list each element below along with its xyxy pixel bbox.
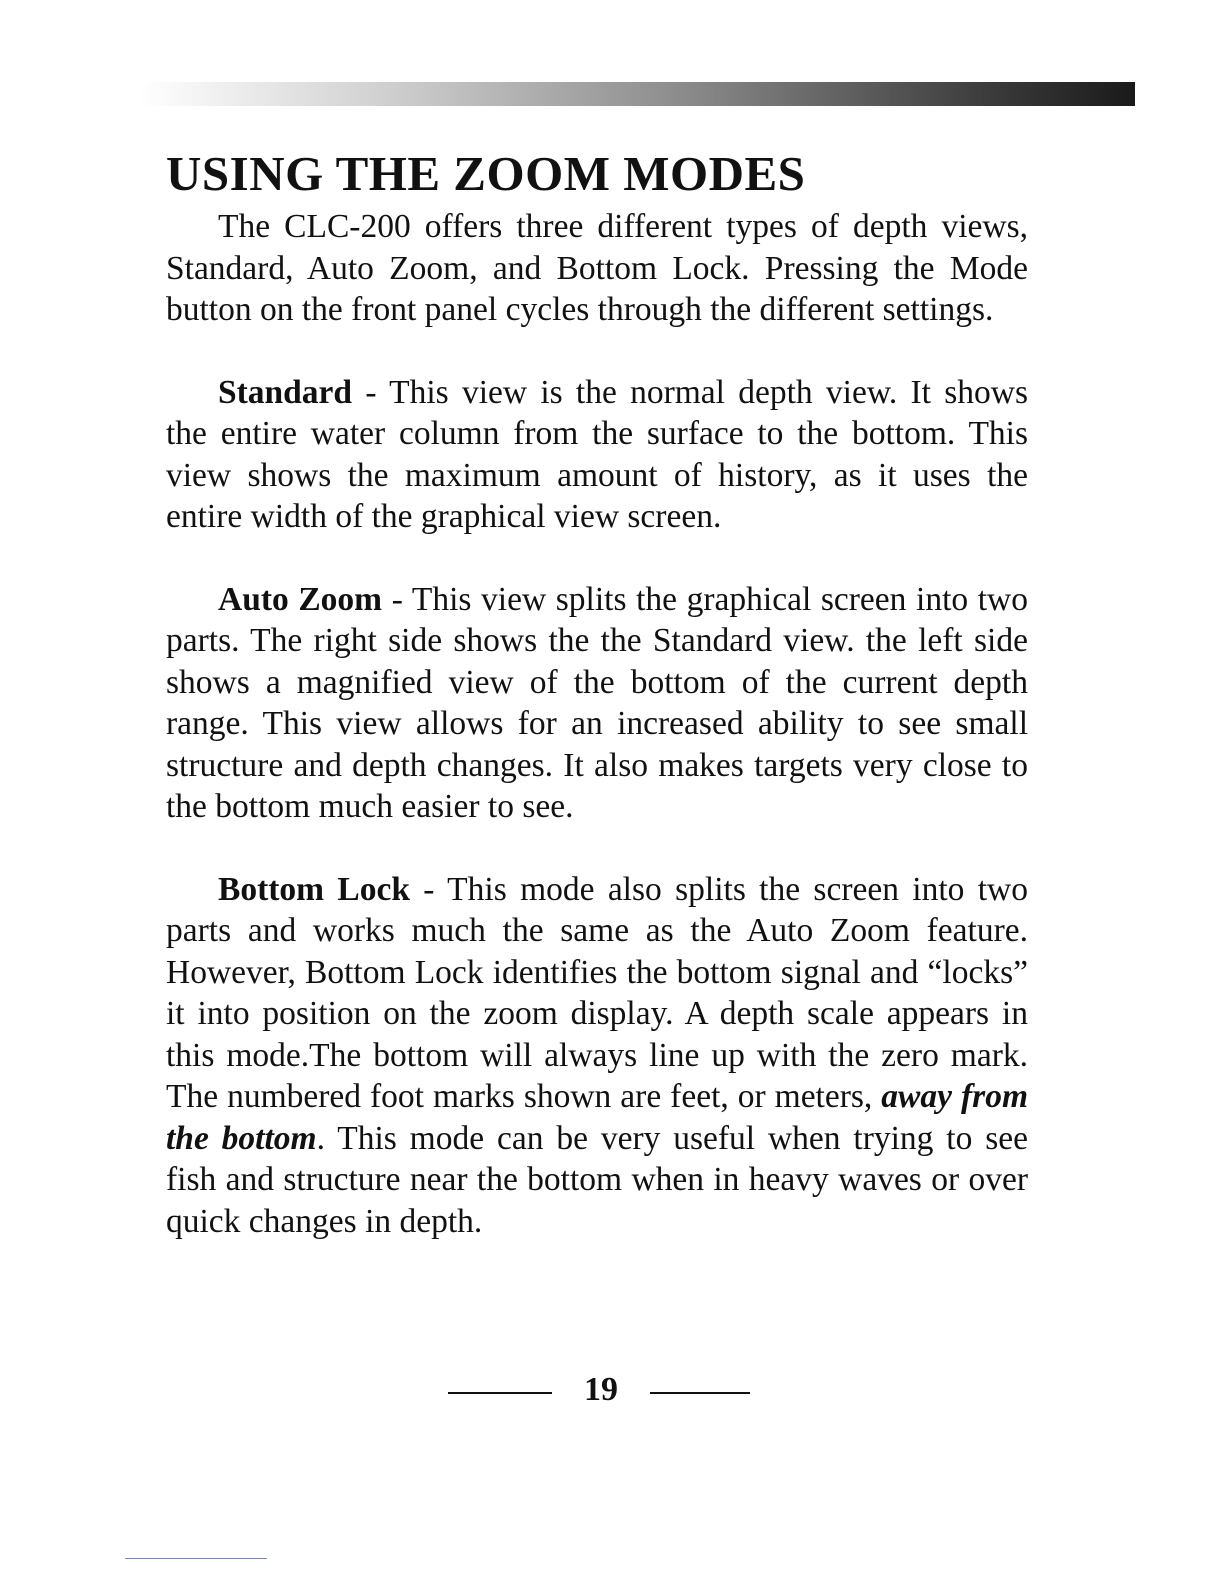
bottom-edge-mark	[125, 1558, 267, 1559]
auto-zoom-description: - This view splits the graphical screen into two parts. The right side shows the the Standard view. the left side shows a magnified view of the bottom of the current depth range. This view allows for an increased ability to see small structure and depth changes. It also makes targets very close to the bottom much easier to see.	[166, 580, 1028, 825]
header-gradient-bar	[140, 82, 1135, 106]
bottom-lock-description-start: - This mode also splits the screen into two parts and works much the same as the Auto Zoom feature. However, Bottom Lock identifies the bottom signal and “locks” it into position on the zoom display. A depth scale appears in this mode.The bottom will always line up with the zero mark. The numbered foot marks shown are feet, or meters,	[166, 870, 1028, 1115]
page-number: 19	[584, 1371, 618, 1408]
intro-paragraph: The CLC-200 offers three different types of depth views, Standard, Auto Zoom, and Bottom Lock. Pressing the Mode button on the front panel cycles through the different settings.	[166, 208, 1028, 328]
footer-rule-left	[448, 1392, 552, 1394]
page-content	[166, 206, 1028, 1283]
standard-paragraph	[166, 372, 1028, 538]
page-title: USING THE ZOOM MODES	[166, 146, 806, 201]
standard-term: Standard	[218, 373, 353, 411]
auto-zoom-paragraph	[166, 579, 1028, 828]
bottom-lock-description-end: . This mode can be very useful when trying to see fish and structure near the bottom when in heavy waves or over quick changes in depth.	[166, 1119, 1028, 1240]
page-footer	[0, 1368, 1225, 1412]
footer-rule-right	[650, 1392, 750, 1394]
bottom-lock-emphasis: away from the bottom	[166, 1078, 1028, 1157]
auto-zoom-term: Auto Zoom	[218, 580, 383, 618]
standard-description: - This view is the normal depth view. It shows the entire water column from the surface to the bottom. This view shows the maximum amount of history, as it uses the entire width of the graphical view screen.	[166, 373, 1028, 535]
bottom-lock-paragraph	[166, 869, 1028, 1243]
bottom-lock-term: Bottom Lock	[218, 870, 410, 908]
